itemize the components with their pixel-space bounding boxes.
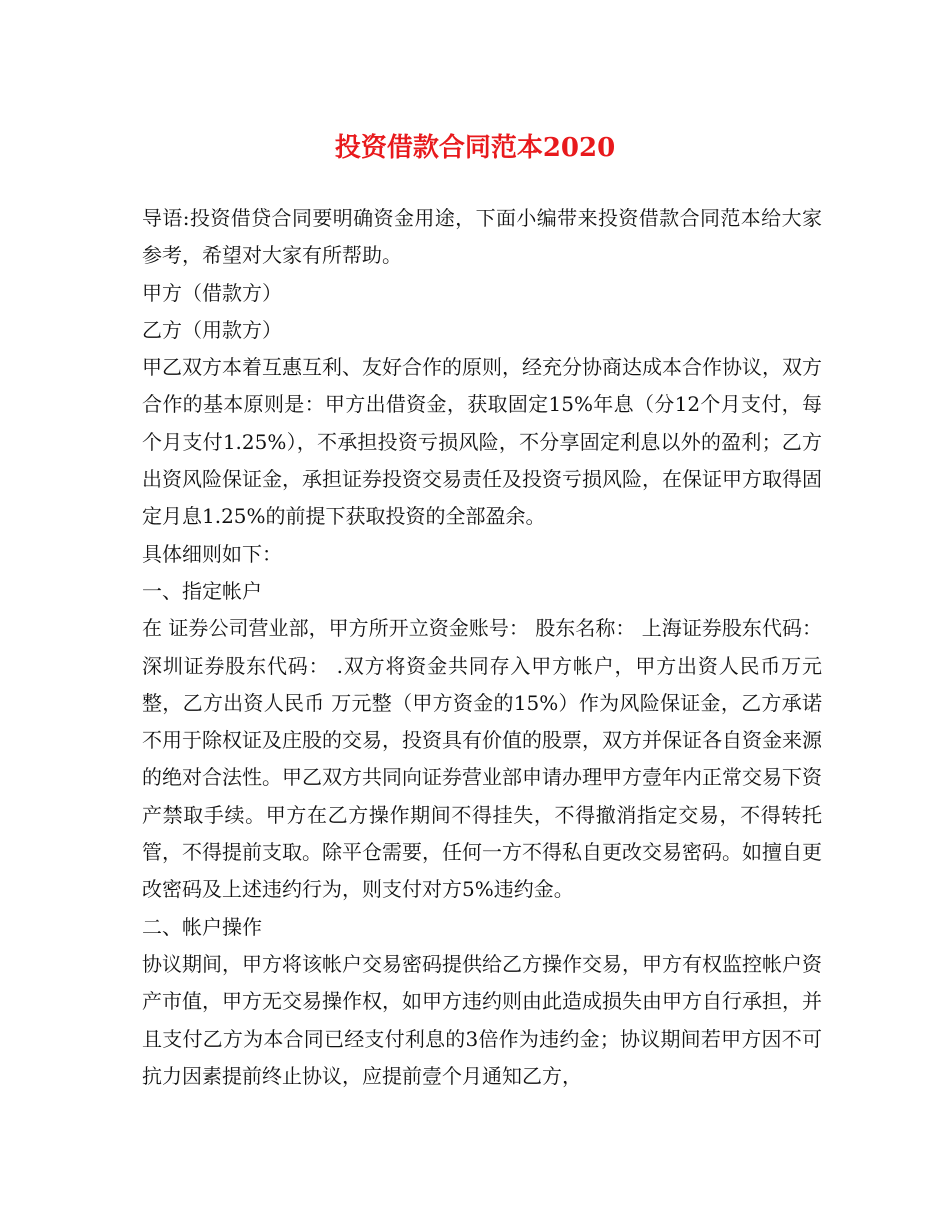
operation-paragraph: 协议期间，甲方将该帐户交易密码提供给乙方操作交易，甲方有权监控帐户资产市值，甲方无交易操作权，如甲方违约则由此造成损失由甲方自行承担，并且支付乙方为本合同已经支付利息的3倍作为违约金；协议期间若甲方因不可抗力因素提前终止协议，应提前壹个月通知乙方， bbox=[142, 951, 822, 1088]
account-paragraph: 在 证券公司营业部，甲方所开立资金账号： 股东名称： 上海证券股东代码： 深圳证券股东代码： .双方将资金共同存入甲方帐户，甲方出资人民币万元整，乙方出资人民币 万元整（甲方资金的15%）作为风险保证金，乙方承诺不用于除权证及庄股的交易，投资具有价值的股票，双方并保证各自资金来源的绝对合法性。甲乙双方共同向证券营业部申请办理甲方壹年内正常交易下资产禁取手续。甲方在乙方操作期间不得挂失，不得撤消指定交易，不得转托管，不得提前支取。除平仓需要，任何一方不得私自更改交易密码。如擅自更改密码及上述违约行为，则支付对方5%违约金。 bbox=[142, 616, 822, 902]
document-body bbox=[142, 200, 822, 1095]
document-title: 投资借款合同范本2020 bbox=[334, 133, 616, 163]
section-heading-2: 二、帐户操作 bbox=[142, 914, 262, 939]
intro-paragraph: 导语:投资借贷合同要明确资金用途，下面小编带来投资借款合同范本给大家参考，希望对大家有所帮助。 bbox=[142, 206, 822, 268]
party-a-line: 甲方（借款方） bbox=[142, 280, 282, 305]
party-b-line: 乙方（用款方） bbox=[142, 317, 282, 342]
section-heading-1: 一、指定帐户 bbox=[142, 578, 262, 603]
principles-paragraph: 甲乙双方本着互惠互利、友好合作的原则，经充分协商达成本合作协议，双方合作的基本原则是：甲方出借资金，获取固定15%年息（分12个月支付，每个月支付1.25%），不承担投资亏损风险，不分享固定利息以外的盈利；乙方出资风险保证金，承担证券投资交易责任及投资亏损风险，在保证甲方取得固定月息1.25%的前提下获取投资的全部盈余。 bbox=[142, 355, 822, 529]
details-heading: 具体细则如下： bbox=[142, 541, 282, 566]
